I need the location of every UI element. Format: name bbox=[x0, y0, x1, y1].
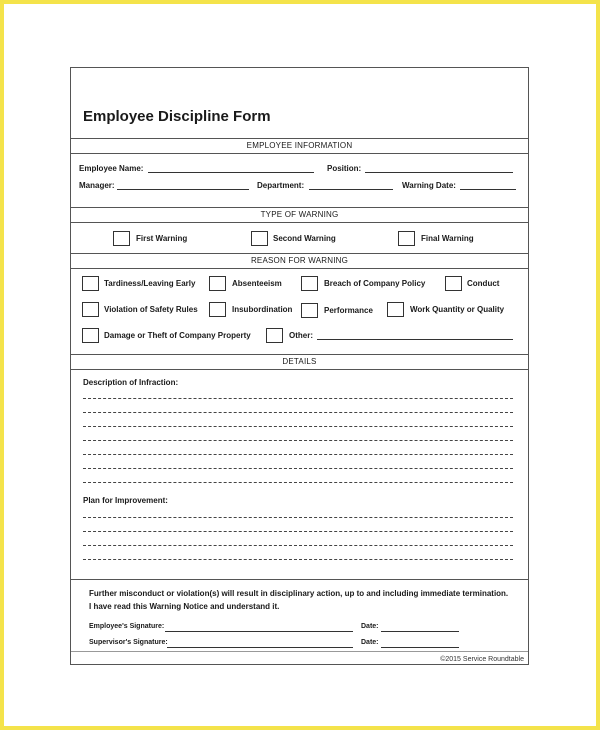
warning-date-label: Warning Date: bbox=[402, 181, 456, 190]
description-line[interactable] bbox=[83, 412, 513, 413]
discipline-form bbox=[70, 67, 529, 665]
employee-signature-field[interactable] bbox=[165, 631, 353, 632]
work-quantity-checkbox[interactable] bbox=[387, 302, 404, 317]
second-warning-checkbox[interactable] bbox=[251, 231, 268, 246]
section-employee-information: EMPLOYEE INFORMATION bbox=[71, 138, 528, 154]
footer-bottom-divider bbox=[71, 651, 528, 652]
performance-checkbox[interactable] bbox=[301, 303, 318, 318]
other-field[interactable] bbox=[317, 339, 513, 340]
employee-date-field[interactable] bbox=[381, 631, 459, 632]
description-line[interactable] bbox=[83, 468, 513, 469]
description-label: Description of Infraction: bbox=[83, 378, 179, 387]
copyright-text: ©2015 Service Roundtable bbox=[440, 656, 524, 663]
performance-label: Performance bbox=[324, 306, 373, 315]
manager-label: Manager: bbox=[79, 181, 115, 190]
supervisor-signature-field[interactable] bbox=[167, 647, 353, 648]
supervisor-date-field[interactable] bbox=[381, 647, 459, 648]
damage-label: Damage or Theft of Company Property bbox=[104, 331, 251, 340]
position-field[interactable] bbox=[365, 172, 513, 173]
plan-label: Plan for Improvement: bbox=[83, 496, 168, 505]
safety-checkbox[interactable] bbox=[82, 302, 99, 317]
absenteeism-label: Absenteeism bbox=[232, 279, 282, 288]
employee-signature-label: Employee's Signature: bbox=[89, 623, 165, 630]
employee-date-label: Date: bbox=[361, 623, 379, 630]
insubordination-label: Insubordination bbox=[232, 305, 293, 314]
supervisor-signature-label: Supervisor's Signature: bbox=[89, 639, 168, 646]
warning-date-field[interactable] bbox=[460, 189, 516, 190]
plan-line[interactable] bbox=[83, 517, 513, 518]
final-warning-checkbox[interactable] bbox=[398, 231, 415, 246]
absenteeism-checkbox[interactable] bbox=[209, 276, 226, 291]
insubordination-checkbox[interactable] bbox=[209, 302, 226, 317]
employee-name-label: Employee Name: bbox=[79, 164, 144, 173]
other-label: Other: bbox=[289, 331, 313, 340]
plan-line[interactable] bbox=[83, 545, 513, 546]
other-checkbox[interactable] bbox=[266, 328, 283, 343]
notice-text: Further misconduct or violation(s) will result in disciplinary action, up to and including immediate termination. bbox=[89, 589, 509, 598]
plan-line[interactable] bbox=[83, 559, 513, 560]
first-warning-checkbox[interactable] bbox=[113, 231, 130, 246]
damage-checkbox[interactable] bbox=[82, 328, 99, 343]
description-line[interactable] bbox=[83, 398, 513, 399]
section-type-of-warning: TYPE OF WARNING bbox=[71, 207, 528, 223]
tardiness-checkbox[interactable] bbox=[82, 276, 99, 291]
description-line[interactable] bbox=[83, 426, 513, 427]
position-label: Position: bbox=[327, 164, 362, 173]
work-quantity-label: Work Quantity or Quality bbox=[410, 305, 505, 314]
conduct-checkbox[interactable] bbox=[445, 276, 462, 291]
safety-label: Violation of Safety Rules bbox=[104, 305, 198, 314]
description-line[interactable] bbox=[83, 440, 513, 441]
plan-line[interactable] bbox=[83, 531, 513, 532]
footer-divider bbox=[71, 579, 528, 580]
manager-field[interactable] bbox=[117, 189, 249, 190]
supervisor-date-label: Date: bbox=[361, 639, 379, 646]
acknowledgement-text: I have read this Warning Notice and understand it. bbox=[89, 602, 280, 611]
employee-name-field[interactable] bbox=[148, 172, 314, 173]
breach-policy-label: Breach of Company Policy bbox=[324, 279, 426, 288]
description-line[interactable] bbox=[83, 454, 513, 455]
second-warning-label: Second Warning bbox=[273, 234, 336, 243]
first-warning-label: First Warning bbox=[136, 234, 188, 243]
final-warning-label: Final Warning bbox=[421, 234, 474, 243]
section-reason-for-warning: REASON FOR WARNING bbox=[71, 253, 528, 269]
department-label: Department: bbox=[257, 181, 305, 190]
conduct-label: Conduct bbox=[467, 279, 500, 288]
tardiness-label: Tardiness/Leaving Early bbox=[104, 279, 196, 288]
form-title: Employee Discipline Form bbox=[83, 108, 271, 125]
section-details: DETAILS bbox=[71, 354, 528, 370]
department-field[interactable] bbox=[309, 189, 393, 190]
breach-policy-checkbox[interactable] bbox=[301, 276, 318, 291]
description-line[interactable] bbox=[83, 482, 513, 483]
